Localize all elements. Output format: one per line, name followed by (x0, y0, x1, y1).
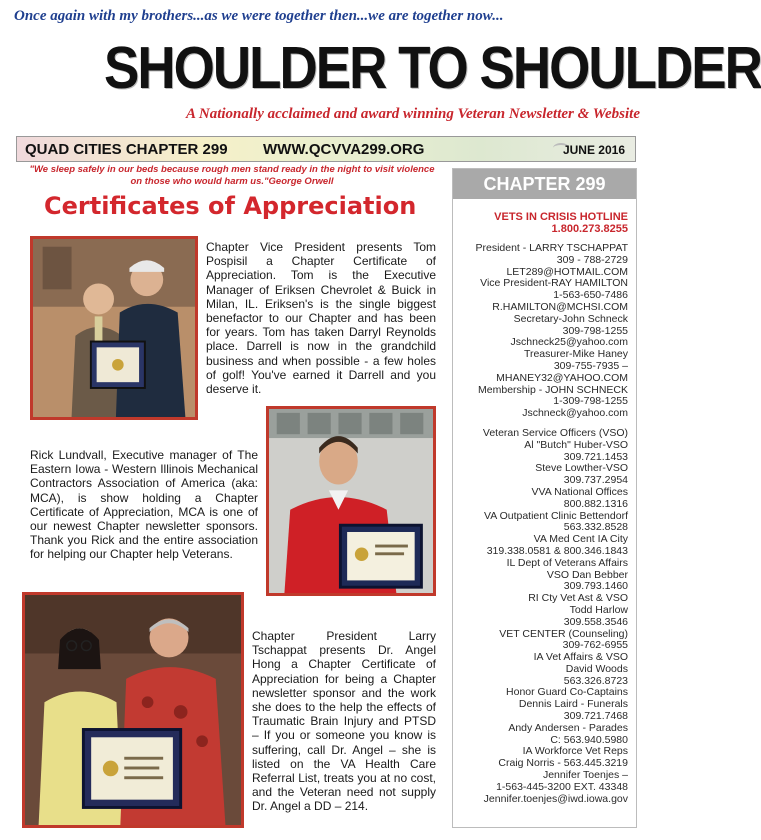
officer-line: 1-563-650-7486 (553, 289, 628, 302)
service-line: David Woods (565, 662, 628, 675)
service-line: VET CENTER (Counseling) (499, 627, 628, 640)
service-line: 1-563-445-3200 EXT. 43348 (496, 780, 628, 793)
service-line: 309.721.1453 (563, 450, 628, 463)
officer-email[interactable]: Jschneck@yahoo.com (522, 407, 628, 420)
service-line: VA Outpatient Clinic Bettendorf (484, 509, 628, 522)
service-line: Dennis Laird - Funerals (518, 698, 628, 711)
service-line: Craig Norris - 563.445.3219 (498, 757, 628, 770)
service-line: IA Vet Affairs & VSO (533, 651, 628, 664)
hotline-number[interactable]: 1.800.273.8255 (551, 223, 628, 235)
article-lundvall: Rick Lundvall, Executive manager of The Eastern Iowa - Western Illinois Mechanical Contractors Association of America (aka: MCA), is show holding a Chapter Certificate of Appreciation, MCA is one of our newest Chapter newsletter sponsors. Thank you Rick and the entire association for helping our Chapter help Veterans. (30, 448, 258, 562)
service-line: Veteran Service Officers (VSO) (482, 426, 628, 439)
officer-line: Secretary-John Schneck (513, 312, 628, 325)
officer-line: President - LARRY TSCHAPPAT (475, 242, 628, 254)
service-line: 309.737.2954 (563, 474, 628, 487)
banner-date: JUNE 2016 (562, 143, 625, 157)
service-line: Todd Harlow (569, 603, 628, 616)
service-line: RI Cty Vet Ast & VSO (528, 592, 628, 605)
service-line: 309.558.3546 (563, 615, 628, 628)
officer-line: 309-798-1255 (562, 324, 628, 337)
officer-email[interactable]: MHANEY32@YAHOO.COM (496, 371, 628, 384)
orwell-quote: "We sleep safely in our beds because rough men stand ready in the night to visit violence on those who would harm us."George Orwell (29, 164, 435, 187)
service-line: VVA National Offices (531, 485, 628, 498)
service-line: Steve Lowther-VSO (535, 462, 628, 475)
service-line: Honor Guard Co-Captains (506, 686, 628, 699)
officer-line: 309 - 788-2729 (556, 253, 628, 266)
officer-email[interactable]: R.HAMILTON@MCHSI.COM (492, 300, 628, 313)
page-headline: Certificates of Appreciation (44, 192, 417, 220)
service-line: IL Dept of Veterans Affairs (506, 556, 628, 569)
article-pospisil: Chapter Vice President presents Tom Pospisil a Chapter Certificate of Appreciation. Tom is the Executive Manager of Eriksen Chevrolet & Buick in Milan, IL. Eriksen's is the single biggest benefactor to our Chapter and has been for years. Tom has taken Darryl Reynolds place. Darrell is now in the grandchild business and when possible - a few holes of golf! You've earned it Darrell and you deserve it. (206, 240, 436, 397)
photo-2-illustration (269, 409, 433, 593)
service-line: 309.793.1460 (563, 580, 628, 593)
photo-1-illustration (33, 239, 195, 417)
service-line: 309-762-6955 (562, 639, 628, 652)
hotline-label: VETS IN CRISIS HOTLINE (494, 211, 628, 223)
officer-email[interactable]: Jschneck25@yahoo.com (510, 336, 628, 349)
tagline: Once again with my brothers...as we were together then...we are together now... (14, 8, 504, 24)
officer-line: Vice President-RAY HAMILTON (480, 277, 628, 290)
sidebar-title: CHAPTER 299 (453, 169, 636, 199)
masthead-subtitle: A Nationally acclaimed and award winning Veteran Newsletter & Website (185, 106, 640, 122)
service-line: IA Workforce Vet Reps (522, 745, 628, 758)
photo-pospisil-certificate (30, 236, 198, 420)
chapter-sidebar (452, 168, 637, 828)
service-line: 563.326.8723 (563, 674, 628, 687)
crisis-hotline (453, 199, 636, 235)
officer-line: Membership - JOHN SCHNECK (478, 383, 628, 396)
contact-list (453, 235, 636, 805)
masthead-title: SHOULDER TO SHOULDER (104, 35, 761, 102)
article-hong: Chapter President Larry Tschappat presents Dr. Angel Hong a Chapter Certificate of Appreciation for being a Chapter newsletter sponsor and the work she does to the help the effects of Traumatic Brain Injury and PTSD – If you or someone you know is suffering, call Dr. Angel – she is listed on the VA Health Care Referral List, treats you at no cost, and the Veteran need not supply Dr. Angel a DD – 214. (252, 629, 436, 814)
photo-hong-certificate (22, 592, 244, 828)
service-line: C: 563.940.5980 (550, 733, 628, 746)
officer-email[interactable]: LET289@HOTMAIL.COM (506, 265, 628, 278)
service-line: VSO Dan Bebber (546, 568, 628, 581)
service-line: 309.721.7468 (563, 710, 628, 723)
service-email[interactable]: Jennifer.toenjes@iwd.iowa.gov (483, 792, 628, 805)
issue-banner (16, 136, 636, 162)
service-line: Al "Butch" Huber-VSO (524, 438, 628, 451)
service-line: 319.338.0581 & 800.346.1843 (486, 544, 628, 557)
banner-chapter: QUAD CITIES CHAPTER 299 (25, 141, 228, 158)
service-line: Jennifer Toenjes – (542, 769, 628, 782)
officer-line: 1-309-798-1255 (553, 395, 628, 408)
service-line: 563.332.8528 (563, 521, 628, 534)
service-line: Andy Andersen - Parades (508, 721, 628, 734)
officer-line: 309-755-7935 – (553, 359, 628, 372)
banner-website-link[interactable]: WWW.QCVVA299.ORG (263, 141, 425, 158)
photo-lundvall-certificate (266, 406, 436, 596)
photo-3-illustration (25, 595, 241, 825)
service-line: 800.882.1316 (563, 497, 628, 510)
officer-line: Treasurer-Mike Haney (523, 348, 628, 361)
service-line: VA Med Cent IA City (533, 533, 628, 546)
